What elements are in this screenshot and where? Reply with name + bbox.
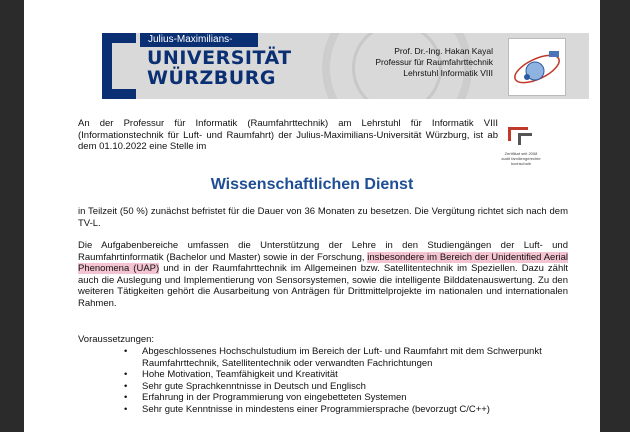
- bullet-icon: •: [124, 403, 128, 415]
- tasks-paragraph: [78, 240, 568, 310]
- satellite-orbit-icon: [509, 39, 565, 95]
- document-page: [24, 0, 600, 432]
- tasks-text-before: Die Aufgabenbereiche umfassen die Unterstützung der Lehre in den Studiengängen der Luft- und Raumfahrtinformatik (Bachelor und Master) sowie in der Forschung,: [78, 240, 568, 263]
- requirement-item: [78, 369, 568, 381]
- professorship-name: Professur für Raumfahrttechnik: [375, 57, 493, 67]
- bullet-icon: •: [124, 346, 128, 357]
- requirement-text: Sehr gute Sprachkenntnisse in Deutsch und Englisch: [142, 380, 366, 392]
- bullet-icon: •: [124, 392, 128, 404]
- contract-paragraph: in Teilzeit (50 %) zunächst befristet für die Dauer von 36 Monaten zu besetzen. Die Vergütung richtet sich nach dem TV-L.: [78, 206, 568, 229]
- university-name-top: Julius-Maximilians-: [140, 33, 258, 47]
- tasks-text-after: und in der Raumfahrttechnik im Allgemeinen bzw. Satellitentechnik im Speziellen. Dazu zählt auch die Auslegung und Implementierung von Sensorsystemen, sowie die intelligente Bilddatenauswertung. Zu den weiteren Tätigkeiten gehört die Ausarbeitung von Anträgen für Drittmittelprojekte im nationalen und internationalen Rahmen.: [78, 263, 568, 309]
- highlighted-uap-text: insbesondere im Bereich der Unidentified Aerial Phenomena (UAP): [78, 251, 568, 275]
- university-word-1: UNIVERSITÄT: [147, 47, 292, 69]
- requirements-list: [78, 346, 568, 416]
- university-logo-mark: [102, 33, 136, 99]
- requirement-text: Hohe Motivation, Teamfähigkeit und Kreativität: [142, 369, 338, 381]
- requirement-text: Abgeschlossenes Hochschulstudium im Bereich der Luft- und Raumfahrt mit dem Schwerpunkt Raumfahrttechnik, Satellitentechnik oder verwandten Fachrichtungen: [142, 346, 542, 369]
- requirement-text: Sehr gute Kenntnisse in mindestens einer Programmiersprache (bevorzugt C/C++): [142, 403, 490, 415]
- requirement-text: Erfahrung in der Programmierung von eingebetteten Systemen: [142, 392, 407, 404]
- satellite-logo: [508, 38, 566, 96]
- professor-block: [375, 46, 493, 79]
- requirement-item: [78, 381, 568, 393]
- certificate-line-1: Zertifikat seit 2008: [504, 151, 538, 156]
- requirement-item: [78, 404, 568, 416]
- certificate-line-2: audit familiengerechte: [501, 156, 541, 161]
- professor-name: Prof. Dr.-Ing. Hakan Kayal: [394, 46, 493, 56]
- intro-paragraph: An der Professur für Informatik (Raumfahrttechnik) am Lehrstuhl für Informatik VIII (Informationstechnik für Luft- und Raumfahrt) der Julius-Maximilians-Universität Würzburg, ist ab dem 01.10.2022 eine Stelle im: [78, 118, 498, 153]
- requirement-item: [78, 392, 568, 404]
- family-audit-certificate: [496, 125, 546, 175]
- bullet-icon: •: [124, 380, 128, 392]
- requirement-item: [78, 346, 568, 369]
- requirements-heading: Voraussetzungen:: [78, 334, 155, 345]
- university-word-2: WÜRZBURG: [147, 67, 276, 89]
- position-title: Wissenschaftlichen Dienst: [210, 176, 414, 193]
- bullet-icon: •: [124, 369, 128, 381]
- certificate-line-3: hochschule: [510, 161, 532, 166]
- chair-name: Lehrstuhl Informatik VIII: [403, 68, 493, 78]
